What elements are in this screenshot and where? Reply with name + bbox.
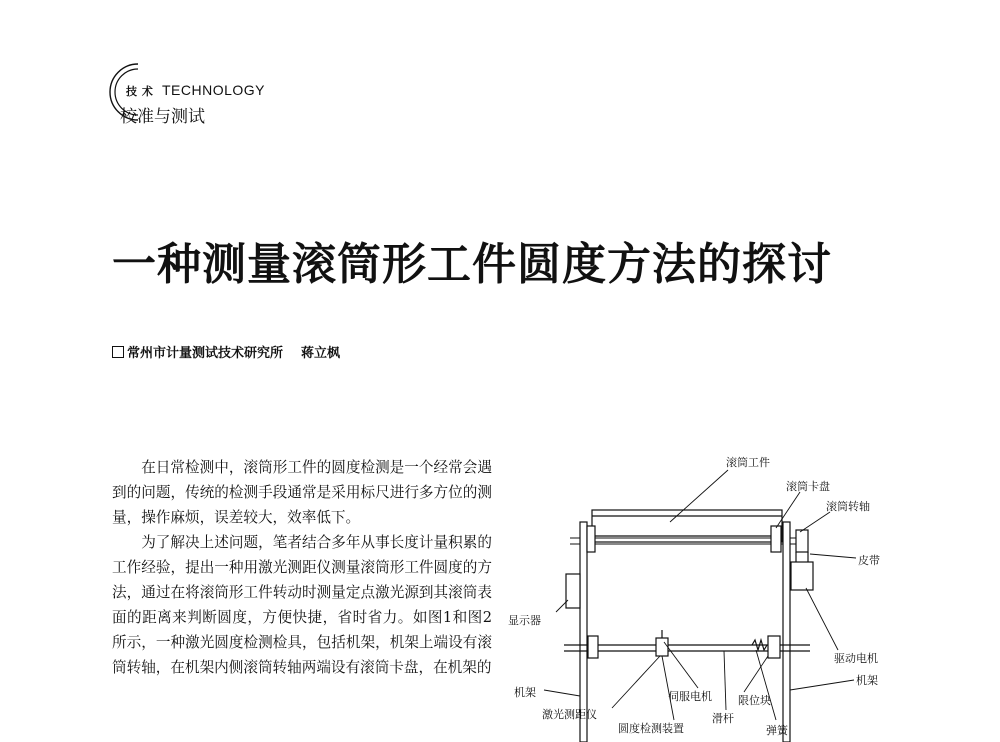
label-workpiece: 滚筒工件 [726, 456, 770, 469]
label-chuck: 滚筒卡盘 [786, 480, 830, 493]
paragraph-1: 在日常检测中，滚筒形工件的圆度检测是一个经常会遇到的问题，传统的检测手段通常是采用标尺进行多方位的测量，操作麻烦，误差较大，效率低下。 [112, 459, 492, 526]
label-spring: 弹簧 [766, 724, 788, 737]
label-servo: 伺服电机 [668, 690, 712, 703]
label-detector: 圆度检测装置 [618, 722, 684, 735]
column-name: 校准与测试 [120, 107, 205, 127]
section-name-en: TECHNOLOGY [161, 82, 265, 98]
label-frame-right: 机架 [856, 674, 878, 687]
article-title: 一种测量滚筒形工件圆度方法的探讨 [112, 239, 832, 290]
section-name-cn: 技 术 [126, 85, 154, 98]
label-slide: 滑杆 [712, 712, 734, 725]
label-belt: 皮带 [858, 554, 880, 567]
author-name: 蒋立枫 [301, 346, 341, 361]
affiliation: 常州市计量测试技术研究所 [127, 346, 284, 361]
label-frame-left: 机架 [514, 686, 536, 699]
label-shaft: 滚筒转轴 [826, 500, 870, 513]
article-body [112, 455, 492, 680]
section-name [126, 82, 265, 99]
label-display: 显示器 [508, 614, 541, 627]
section-logo [104, 60, 304, 126]
label-motor: 驱动电机 [834, 652, 878, 665]
square-bullet-icon [112, 346, 124, 358]
label-stop: 限位块 [738, 694, 771, 707]
paragraph-2: 为了解决上述问题，笔者结合多年从事长度计量积累的工作经验，提出一种用激光测距仪测量滚筒形工件圆度的方法，通过在将滚筒形工件转动时测量定点激光源到其滚筒表面的距离来判断圆度，方便快捷，省时省力。如图1和图2所示，一种激光圆度检测检具，包括机架，机架上端设有滚筒转轴，在机架内侧滚筒转轴两端设有滚筒卡盘，在机架的 [112, 534, 492, 676]
apparatus-figure [500, 440, 900, 742]
label-laser: 激光测距仪 [542, 708, 597, 721]
author-line [112, 342, 340, 361]
